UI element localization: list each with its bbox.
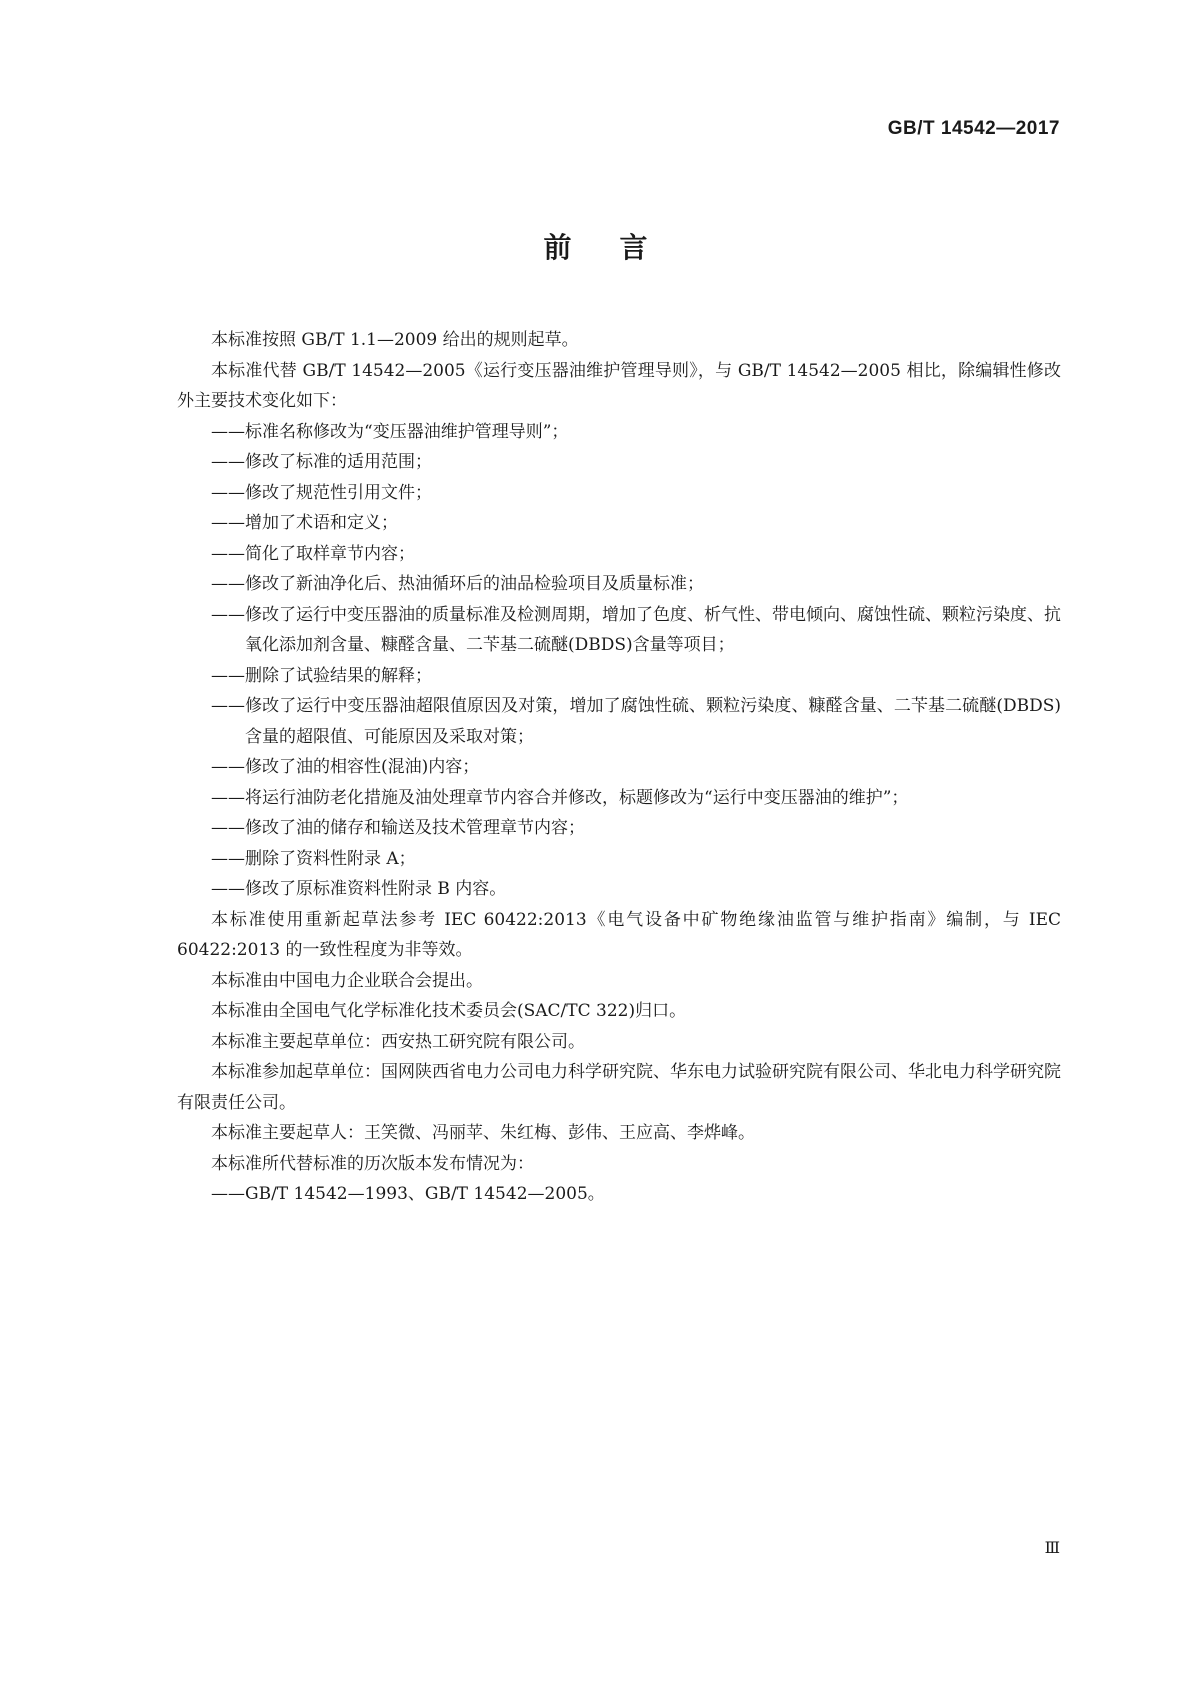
list-item: ——修改了原标准资料性附录 B 内容。 — [211, 879, 507, 899]
list-item: ——GB/T 14542—1993、GB/T 14542—2005。 — [211, 1184, 605, 1204]
page-number: Ⅲ — [1044, 1538, 1060, 1557]
list-item: ——修改了标准的适用范围； — [211, 452, 432, 472]
paragraph: 本标准使用重新起草法参考 IEC 60422:2013《电气设备中矿物绝缘油监管与维护指南》编制，与 IEC 60422:2013 的一致性程度为非等效。 — [177, 909, 1061, 960]
list-item: ——修改了规范性引用文件； — [211, 482, 432, 503]
list-item: ——将运行油防老化措施及油处理章节内容合并修改，标题修改为“运行中变压器油的维护”； — [211, 787, 909, 808]
paragraph: 本标准由全国电气化学标准化技术委员会(SAC/TC 322)归口。 — [211, 1001, 687, 1021]
foreword-body — [177, 325, 1061, 1210]
paragraph: 本标准代替 GB/T 14542—2005《运行变压器油维护管理导则》，与 GB/T 14542—2005 相比，除编辑性修改外主要技术变化如下： — [177, 360, 1061, 411]
paragraph: 本标准所代替标准的历次版本发布情况为： — [211, 1153, 534, 1174]
list-item: ——修改了油的相容性(混油)内容； — [211, 757, 480, 777]
paragraph: 本标准按照 GB/T 1.1—2009 给出的规则起草。 — [211, 330, 579, 350]
page-title: 前言 — [543, 231, 696, 264]
list-item: ——修改了新油净化后、热油循环后的油品检验项目及质量标准； — [211, 574, 704, 594]
list-item: ——标准名称修改为“变压器油维护管理导则”； — [211, 421, 569, 442]
list-item: ——简化了取样章节内容； — [211, 543, 415, 564]
list-item: ——删除了试验结果的解释； — [211, 665, 432, 686]
list-item: ——修改了运行中变压器油的质量标准及检测周期，增加了色度、析气性、带电倾向、腐蚀性硫、颗粒污染度、抗氧化添加剂含量、糠醛含量、二苄基二硫醚(DBDS)含量等项目； — [211, 604, 1061, 655]
paragraph: 本标准主要起草单位：西安热工研究院有限公司。 — [211, 1031, 585, 1052]
paragraph: 本标准参加起草单位：国网陕西省电力公司电力科学研究院、华东电力试验研究院有限公司、华北电力科学研究院有限责任公司。 — [177, 1062, 1061, 1113]
list-item: ——修改了油的储存和输送及技术管理章节内容； — [211, 818, 585, 838]
list-item: ——修改了运行中变压器油超限值原因及对策，增加了腐蚀性硫、颗粒污染度、糠醛含量、二苄基二硫醚(DBDS)含量的超限值、可能原因及采取对策； — [211, 696, 1061, 747]
paragraph: 本标准主要起草人：王笑微、冯丽苹、朱红梅、彭伟、王应高、李烨峰。 — [211, 1123, 755, 1143]
standard-code: GB/T 14542—2017 — [887, 118, 1060, 139]
paragraph: 本标准由中国电力企业联合会提出。 — [211, 970, 483, 991]
list-item: ——删除了资料性附录 A； — [211, 848, 416, 869]
list-item: ——增加了术语和定义； — [211, 513, 398, 533]
